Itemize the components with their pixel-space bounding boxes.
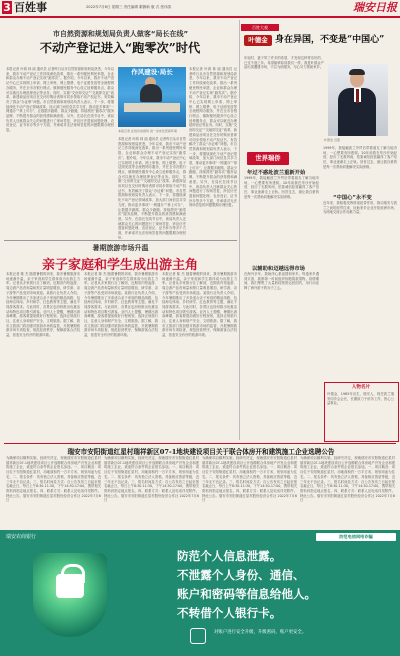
heading-2: “中国心”永不变	[333, 195, 372, 201]
heading-1: 年过不惑赴波兰重新开始	[247, 170, 306, 176]
story1-subtitle: 市自然资源和规划局负责人做客“局长在线”	[52, 30, 189, 38]
story2-body-col3: 本报记者 陈 杰 随着暑假的到来，我市暑期旅游市场逐渐升温，亲子家庭和学生群体成为出游主力军。记者从多家旅行社了解到，近期省内短途游、周边游产品咨询量和预订量明显增加，研学游、亲子游等产品受到市场欢迎。某旅行社负责人介绍，今年暑期推出了多条适合亲子家庭的精品线路，包括海岛休闲、乡村研学、红色教育等主题，满足不同游客需求。与此同时，各景区也纷纷推出优惠活动和特色项目吸引游客。业内人士提醒，暑期出游高峰期，游客要提前做好行程规划，选择正规旅行社，注意人身和财产安全，文明旅游。据了解，我市文旅部门将加强对旅游市场的监管，开展暑期旅游市场专项检查，规范经营秩序，保障游客合法权益，营造安全有序的旅游环境。	[162, 272, 237, 338]
story2-subtitle: 暑期旅游市场升温	[92, 244, 149, 252]
ad-line-2: 不泄露个人身份、通信、	[177, 568, 305, 582]
newspaper-logo: 瑞安日报	[353, 1, 397, 14]
issue-meta: 2022年7月6日 星期三 责任编辑 繁静新 版 式 张伟泰	[86, 5, 172, 9]
story1-photo-caption: 本报记者 在线访谈现场 进一步优化营商环境	[118, 129, 177, 133]
right-body-3: 在海外多年，我始终心系祖国和家乡。每逢家乡遇到灾害，我都第一时间组织侨胞捐款捐物。疫情期间，我们筹集了大量防疫物资运回国内，用行动诠释了海外游子的赤子之心。	[244, 272, 319, 291]
section-box-label: 世界瑞侨	[255, 155, 281, 162]
right-body-2b: 近年来，我积极发挥桥梁纽带作用，推动瑞安与波兰之间的经贸往来，协助家乡企业开拓欧洲市场，为两地交流合作贡献力量。	[323, 201, 397, 215]
portrait-hair	[349, 69, 365, 75]
column-separator	[239, 20, 240, 440]
story1-body-col1: 本报记者 叶鸿 林 丽 通讯员 记者昨日从市自然资源和规划局获悉，今年以来，我市不动产登记工作持续深化改革，推出一系列便民利民举措，企业和群众办理不动产登记实现“跑零次”。据介绍，今年以来，我市不动产登记中心已实现网上申请、网上审核、网上缴费、电子证照发放等全流程网办服务，并在全市各银行网点、镇街便民服务中心设立延伸服务点，群众可以就近办理抵押登记等业务。同时，实施“交房即交证”“交地即交证”改革，新建商品房项目在交付时购房者即可同步领取不动产权证书，有效解决了群众“办证难”问题。市自然资源和规划局负责人表示，下一步，将继续深化不动产登记领域改革，加大部门间信息共享力度，推动更多事项“一网通办”“掌上可办”，让数据多跑路、群众少跑腿，持续擦亮“跑零次”服务品牌，不断提升群众的获得感和满意度。另外，在局长在线节目中，该局负责人还就群众关心的问题进行了现场答复，涉及历史遗留问题处理、农房登记、证书补办等多个方面，并承诺对无法现场答复的问题限期办理回复。	[6, 67, 114, 133]
story2-body-col2: 本报记者 陈 杰 随着暑假的到来，我市暑期旅游市场逐渐升温，亲子家庭和学生群体成为出游主力军。记者从多家旅行社了解到，近期省内短途游、周边游产品咨询量和预订量明显增加，研学游、亲子游等产品受到市场欢迎。某旅行社负责人介绍，今年暑期推出了多条适合亲子家庭的精品线路，包括海岛休闲、乡村研学、红色教育等主题，满足不同游客需求。与此同时，各景区也纷纷推出优惠活动和特色项目吸引游客。业内人士提醒，暑期出游高峰期，游客要提前做好行程规划，选择正规旅行社，注意人身和财产安全，文明旅游。据了解，我市文旅部门将加强对旅游市场的监管，开展暑期旅游市场专项检查，规范经营秩序，保障游客合法权益，营造安全有序的旅游环境。	[84, 272, 158, 338]
announcement-col1: 为确保项目顺利实施，经研究决定，现就瑞安市安阳街道红星村瑞祥新区07-1地块建设项目公开选聘联合体房地产开发企业和建筑施工企业，欢迎符合条件的企业报名参加。一、项目概况：项目位于安阳街道红星村，用地面积约一万平方米，规划用途为住宅。二、报名条件：具有独立法人资格，具备相应资质等级，近三年无不良记录。三、报名时间及方式：自公告发布之日起至报名截止日，每日上午8:30-11:30，下午14:30-17:00，携带相关资料到指定地点报名。四、联系方式：联系人及电话详见附件。特此公告。瑞安市安阳街道红星村股份经济合作社 2022年7月6日	[6, 456, 101, 503]
portrait-tie	[356, 89, 359, 103]
announcement-col3: 为确保项目顺利实施，经研究决定，现就瑞安市安阳街道红星村瑞祥新区07-1地块建设项目公开选聘联合体房地产开发企业和建筑施工企业，欢迎符合条件的企业报名参加。一、项目概况：项目位于安阳街道红星村，用地面积约一万平方米，规划用途为住宅。二、报名条件：具有独立法人资格，具备相应资质等级，近三年无不良记录。三、报名时间及方式：自公告发布之日起至报名截止日，每日上午8:30-11:30，下午14:30-17:00，携带相关资料到指定地点报名。四、联系方式：联系人及电话详见附件。特此公告。瑞安市安阳街道红星村股份经济合作社 2022年7月6日	[202, 456, 297, 503]
story1-title: 不动产登记进入“跑零次”时代	[39, 41, 201, 55]
photo-desk	[124, 103, 180, 112]
right-section-tag: 百姓大观	[241, 24, 279, 31]
story2-title: 亲子家庭和学生成出游主角	[41, 258, 198, 273]
story1-body-col2: 本报记者 叶鸿 林 丽 通讯员 记者昨日从市自然资源和规划局获悉，今年以来，我市不动产登记工作持续深化改革，推出一系列便民利民举措，企业和群众办理不动产登记实现“跑零次”。据介绍，今年以来，我市不动产登记中心已实现网上申请、网上审核、网上缴费、电子证照发放等全流程网办服务，并在全市各银行网点、镇街便民服务中心设立延伸服务点，群众可以就近办理抵押登记等业务。同时，实施“交房即交证”“交地即交证”改革，新建商品房项目在交付时购房者即可同步领取不动产权证书，有效解决了群众“办证难”问题。市自然资源和规划局负责人表示，下一步，将继续深化不动产登记领域改革，加大部门间信息共享力度，推动更多事项“一网通办”“掌上可办”，让数据多跑路、群众少跑腿，持续擦亮“跑零次”服务品牌，不断提升群众的获得感和满意度。另外，在局长在线节目中，该局负责人还就群众关心的问题进行了现场答复，涉及历史遗留问题处理、农房登记、证书补办等多个方面，并承诺对无法现场答复的问题限期办理回复。	[118, 137, 186, 239]
ad-message	[177, 547, 392, 623]
story1-photo-banner: 作风建设·局长	[131, 68, 173, 76]
name-badge: 叶德金	[244, 35, 272, 46]
right-body-intro: 年轻时，妻子带了许多的希望，才发现这种寄乐好的，已过不惑之年。希望能够如同我们一样，我是叶德金产品出国遭遇市场，不忘为侨服务，尽心尽力帮助家乡。	[244, 56, 324, 70]
ad-small-text: 对账户进行安全升级，升级密码，账户更安全。	[214, 630, 307, 635]
story2-body-col1: 本报记者 陈 杰 随着暑假的到来，我市暑期旅游市场逐渐升温，亲子家庭和学生群体成为出游主力军。记者从多家旅行社了解到，近期省内短途游、周边游产品咨询量和预订量明显增加，研学游、亲子游等产品受到市场欢迎。某旅行社负责人介绍，今年暑期推出了多条适合亲子家庭的精品线路，包括海岛休闲、乡村研学、红色教育等主题，满足不同游客需求。与此同时，各景区也纷纷推出优惠活动和特色项目吸引游客。业内人士提醒，暑期出游高峰期，游客要提前做好行程规划，选择正规旅行社，注意人身和财产安全，文明旅游。据了解，我市文旅部门将加强对旅游市场的监管，开展暑期旅游市场专项检查，规范经营秩序，保障游客合法权益，营造安全有序的旅游环境。	[6, 272, 80, 338]
heading-3: 以辅助和迈越远得市场	[252, 266, 305, 272]
announcement-col2: 为确保项目顺利实施，经研究决定，现就瑞安市安阳街道红星村瑞祥新区07-1地块建设项目公开选聘联合体房地产开发企业和建筑施工企业，欢迎符合条件的企业报名参加。一、项目概况：项目位于安阳街道红星村，用地面积约一万平方米，规划用途为住宅。二、报名条件：具有独立法人资格，具备相应资质等级，近三年无不良记录。三、报名时间及方式：自公告发布之日起至报名截止日，每日上午8:30-11:30，下午14:30-17:00，携带相关资料到指定地点报名。四、联系方式：联系人及电话详见附件。特此公告。瑞安市安阳街道红星村股份经济合作社 2022年7月6日	[104, 456, 199, 503]
ad-label: 防范电信网络诈骗	[316, 533, 396, 541]
bank-logo: 瑞安农商银行	[6, 534, 37, 540]
masthead-rule	[0, 16, 400, 18]
person-card-text: 叶德金，1965年出生，瑞安人，现任波兰瑞安同乡会会长，长期致力于侨务工作，热心公益事业。	[327, 392, 394, 406]
lock-icon	[56, 574, 84, 598]
page-number: 3	[3, 1, 11, 14]
phone-icon	[190, 628, 206, 644]
story1-body-col3: 本报记者 叶鸿 林 丽 通讯员 记者昨日从市自然资源和规划局获悉，今年以来，我市不动产登记工作持续深化改革，推出一系列便民利民举措，企业和群众办理不动产登记实现“跑零次”。据介绍，今年以来，我市不动产登记中心已实现网上申请、网上审核、网上缴费、电子证照发放等全流程网办服务，并在全市各银行网点、镇街便民服务中心设立延伸服务点，群众可以就近办理抵押登记等业务。同时，实施“交房即交证”“交地即交证”改革，新建商品房项目在交付时购房者即可同步领取不动产权证书，有效解决了群众“办证难”问题。市自然资源和规划局负责人表示，下一步，将继续深化不动产登记领域改革，加大部门间信息共享力度，推动更多事项“一网通办”“掌上可办”，让数据多跑路、群众少跑腿，持续擦亮“跑零次”服务品牌，不断提升群众的获得感和满意度。另外，在局长在线节目中，该局负责人还就群众关心的问题进行了现场答复，涉及历史遗留问题处理、农房登记、证书补办等多个方面，并承诺对无法现场答复的问题限期办理回复。	[189, 67, 237, 208]
announcement-col4: 为确保项目顺利实施，经研究决定，现就瑞安市安阳街道红星村瑞祥新区07-1地块建设项目公开选聘联合体房地产开发企业和建筑施工企业，欢迎符合条件的企业报名参加。一、项目概况：项目位于安阳街道红星村，用地面积约一万平方米，规划用途为住宅。二、报名条件：具有独立法人资格，具备相应资质等级，近三年无不良记录。三、报名时间及方式：自公告发布之日起至报名截止日，每日上午8:30-11:30，下午14:30-17:00，携带相关资料到指定地点报名。四、联系方式：联系人及电话详见附件。特此公告。瑞安市安阳街道红星村股份经济合作社 2022年7月6日	[300, 456, 395, 503]
right-story-title: 身在异国，不变是“中国心”	[275, 35, 385, 45]
portrait-caption: 叶德金 近照	[324, 138, 340, 142]
right-body-2a: 1999年，我接触波兰外贸后带着朋友了解当地市场，一心想要有所建树。20年前我在华沙开始经营，经历了无数风雨，依靠诚信经营赢得了客户信任，事业逐渐走上正轨。回首过去，最让我自豪的是每一次帮助同胞解决实际困难。	[323, 146, 397, 169]
divider	[4, 240, 237, 241]
announcement-title: 瑞安市安阳街道红星村瑞祥新区07-1地块建设项目关于联合体房开和建筑施工企业选聘公告	[67, 448, 335, 456]
right-body-1: 1999年，我接触波兰外贸后带着朋友了解当地市场，一心想要有所建树。20年前我在华沙开始经营，经历了无数风雨，依靠诚信经营赢得了客户信任，事业逐渐走上正轨。回首过去，最让我自豪的是每一次帮助同胞解决实际困难。	[244, 176, 319, 199]
ad-line-1: 防范个人信息泄露。	[177, 549, 282, 563]
person-card-label: 人物名片	[351, 385, 371, 390]
announcement-rule	[4, 443, 396, 444]
ad-line-4: 不转借个人银行卡。	[177, 606, 282, 620]
section-name: 百姓事	[14, 1, 47, 14]
photo-person-body	[140, 84, 162, 102]
ad-line-3: 账户和密码等信息给他人。	[177, 587, 317, 601]
